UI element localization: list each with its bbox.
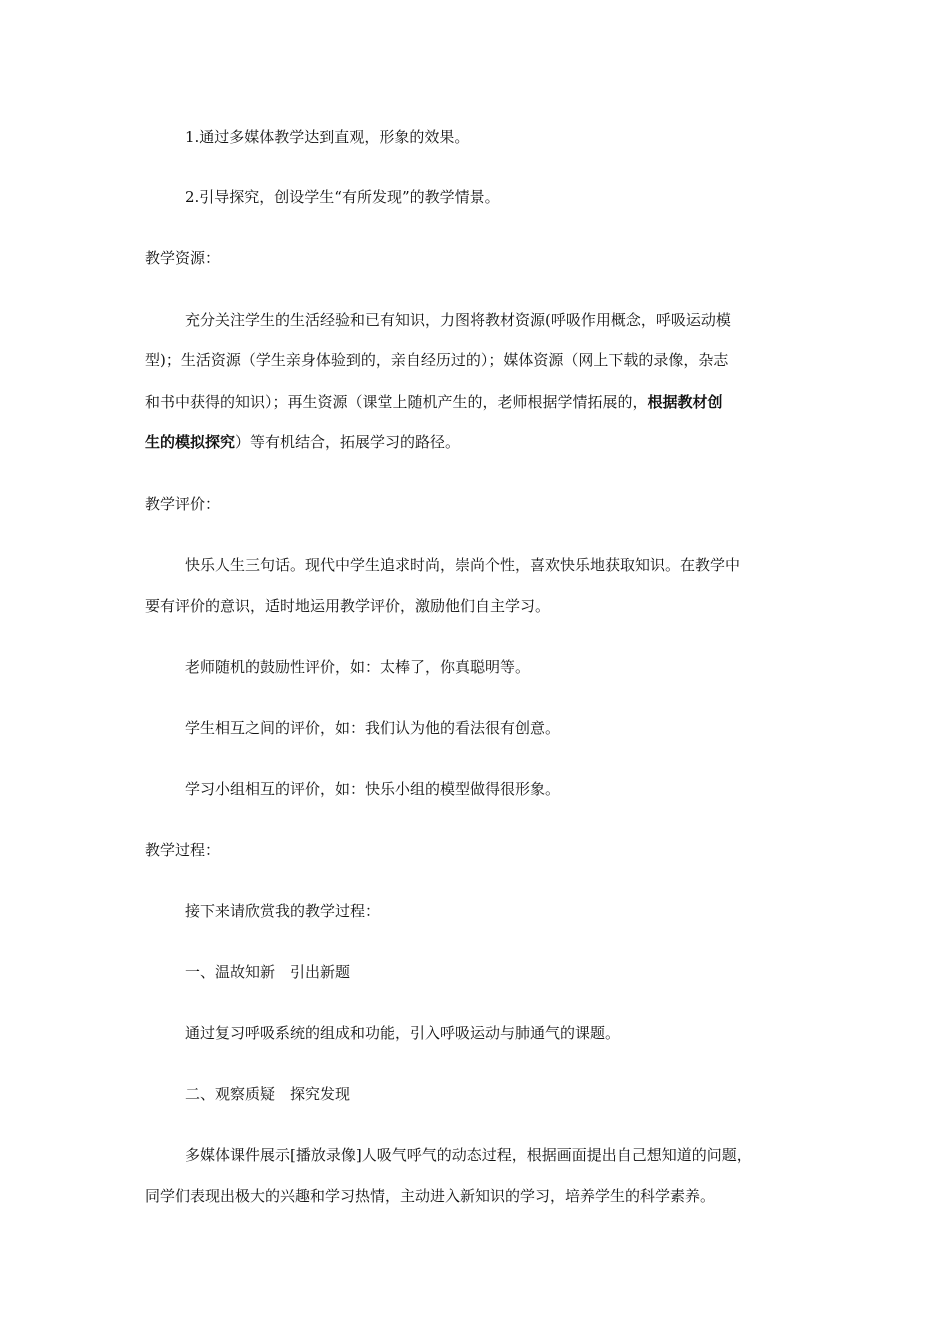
step-2-paragraph-line-2: 同学们表现出极大的兴趣和学习热情，主动进入新知识的学习，培养学生的科学素养。 bbox=[145, 1187, 716, 1205]
process-intro: 接下来请欣赏我的教学过程： bbox=[185, 902, 381, 920]
resources-line-3-text: 和书中获得的知识）；再生资源（课堂上随机产生的，老师根据学情拓展的， bbox=[145, 393, 648, 411]
evaluation-teacher: 老师随机的鼓励性评价，如：太棒了，你真聪明等。 bbox=[185, 658, 531, 676]
resources-paragraph-line-3 bbox=[145, 392, 723, 412]
evaluation-student: 学生相互之间的评价，如：我们认为他的看法很有创意。 bbox=[185, 719, 561, 737]
step-2-paragraph-line-1: 多媒体课件展示[播放录像]人吸气呼气的动态过程，根据画面提出自己想知道的问题， bbox=[185, 1146, 752, 1164]
evaluation-paragraph-line-2: 要有评价的意识，适时地运用教学评价，激励他们自主学习。 bbox=[145, 597, 551, 615]
evaluation-group: 学习小组相互的评价，如：快乐小组的模型做得很形象。 bbox=[185, 780, 561, 798]
step-1-text: 通过复习呼吸系统的组成和功能，引入呼吸运动与肺通气的课题。 bbox=[185, 1024, 621, 1042]
evaluation-paragraph-line-1: 快乐人生三句话。现代中学生追求时尚，崇尚个性，喜欢快乐地获取知识。在教学中 bbox=[185, 556, 741, 574]
resources-line-3-bold: 根据教材创 bbox=[647, 393, 723, 411]
process-heading: 教学过程： bbox=[145, 841, 221, 859]
step-2-title: 二、观察质疑 探究发现 bbox=[185, 1085, 351, 1103]
resources-paragraph-line-4 bbox=[145, 432, 460, 452]
resources-line-4-bold: 生的模拟探究 bbox=[145, 433, 236, 451]
resources-paragraph-line-2: 型)；生活资源（学生亲身体验到的，亲自经历过的）；媒体资源（网上下载的录像，杂志 bbox=[145, 351, 729, 369]
evaluation-heading: 教学评价： bbox=[145, 495, 221, 513]
goal-item-2: 2.引导探究，创设学生“有所发现”的教学情景。 bbox=[185, 188, 500, 206]
goal-item-1: 1.通过多媒体教学达到直观，形象的效果。 bbox=[185, 128, 470, 146]
step-1-title: 一、温故知新 引出新题 bbox=[185, 963, 351, 981]
resources-line-4-text: ）等有机结合，拓展学习的路径。 bbox=[235, 433, 461, 451]
resources-heading: 教学资源： bbox=[145, 249, 221, 267]
resources-paragraph-line-1: 充分关注学生的生活经验和已有知识，力图将教材资源(呼吸作用概念，呼吸运动模 bbox=[185, 311, 731, 329]
